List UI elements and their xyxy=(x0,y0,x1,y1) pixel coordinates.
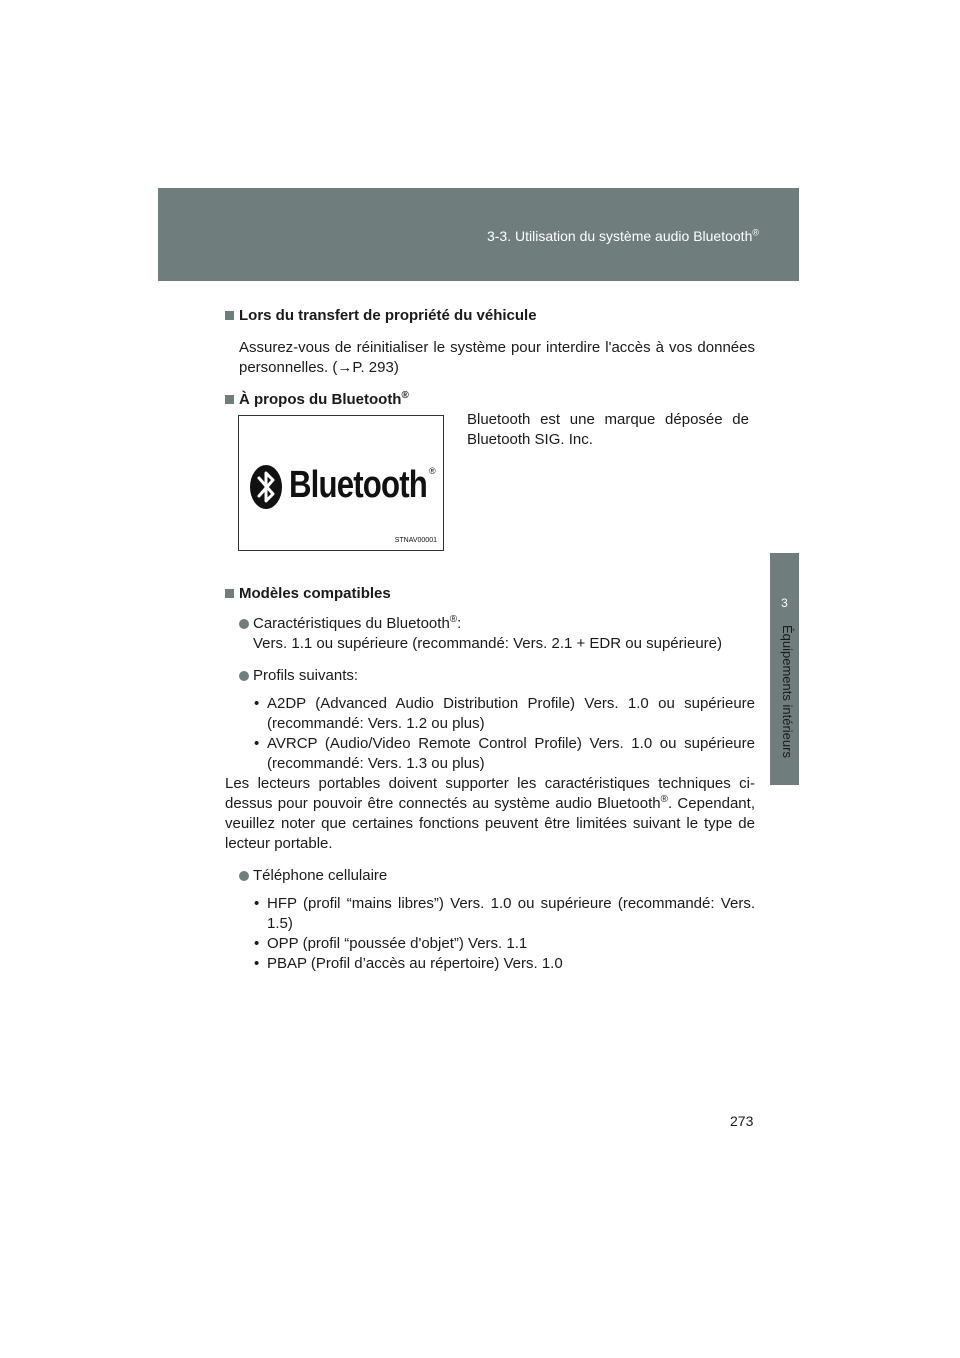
profiles-item: Profils suivants: xyxy=(225,666,755,686)
side-chapter-number: 3 xyxy=(781,596,788,610)
trademark-note: Bluetooth est une marque déposée de Bluetooth SIG. Inc. xyxy=(467,411,749,448)
square-bullet-icon xyxy=(225,311,234,320)
profile-list-item: • AVRCP (Audio/Video Remote Control Profile) Vers. 1.0 ou supérieure (recommandé: Vers. 1.3 ou plus) xyxy=(254,735,755,772)
page-content xyxy=(225,306,755,974)
phone-profile-list-item: • OPP (profil “poussée d'objet”) Vers. 1.1 xyxy=(254,935,528,952)
bluetooth-icon xyxy=(249,464,283,510)
transfer-body: Assurez-vous de réinitialiser le système pour interdire l'accès à vos données personnelles. (→P. 293) xyxy=(239,339,755,376)
square-bullet-icon xyxy=(225,395,234,404)
phone-profile-list-item: • PBAP (Profil d’accès au répertoire) Vers. 1.0 xyxy=(254,955,563,972)
side-chapter-label: Équipements intérieurs xyxy=(780,625,795,758)
phone-item: Téléphone cellulaire xyxy=(225,866,755,886)
section-heading-about: À propos du Bluetooth® xyxy=(225,390,755,410)
chapter-title: 3-3. Utilisation du système audio Bluetooth® xyxy=(486,227,759,244)
round-bullet-icon xyxy=(239,619,249,629)
page-number: 273 xyxy=(730,1113,754,1129)
section-heading-models: Modèles compatibles xyxy=(225,584,755,604)
round-bullet-icon xyxy=(239,671,249,681)
chapter-header-bar xyxy=(158,188,799,281)
round-bullet-icon xyxy=(239,871,249,881)
bluetooth-logo-text: Bluetooth xyxy=(289,464,428,506)
section-heading-transfer: Lors du transfert de propriété du véhicule xyxy=(225,306,755,326)
image-code: STNAV00001 xyxy=(394,537,437,544)
profile-list-item: • A2DP (Advanced Audio Distribution Profile) Vers. 1.0 ou supérieure (recommandé: Vers. 1.2 ou plus) xyxy=(254,695,755,732)
phone-profile-list-item: • HFP (profil “mains libres”) Vers. 1.0 ou supérieure (recommandé: Vers. 1.5) xyxy=(254,895,755,932)
registered-mark: ® xyxy=(429,466,436,476)
spec-item: Caractéristiques du Bluetooth®: Vers. 1.1 ou supérieure (recommandé: Vers. 2.1 + EDR ou supérieure) xyxy=(225,614,755,654)
portable-players-note: Les lecteurs portables doivent supporter les caractéristiques techniques ci-dessus pour pouvoir être connectés au système audio Bluetooth®. Cependant, veuillez noter que certaines fonctions peuvent être limitées suivant le type de lecteur portable. xyxy=(225,775,755,852)
square-bullet-icon xyxy=(225,589,234,598)
bluetooth-logo-figure xyxy=(238,415,444,551)
